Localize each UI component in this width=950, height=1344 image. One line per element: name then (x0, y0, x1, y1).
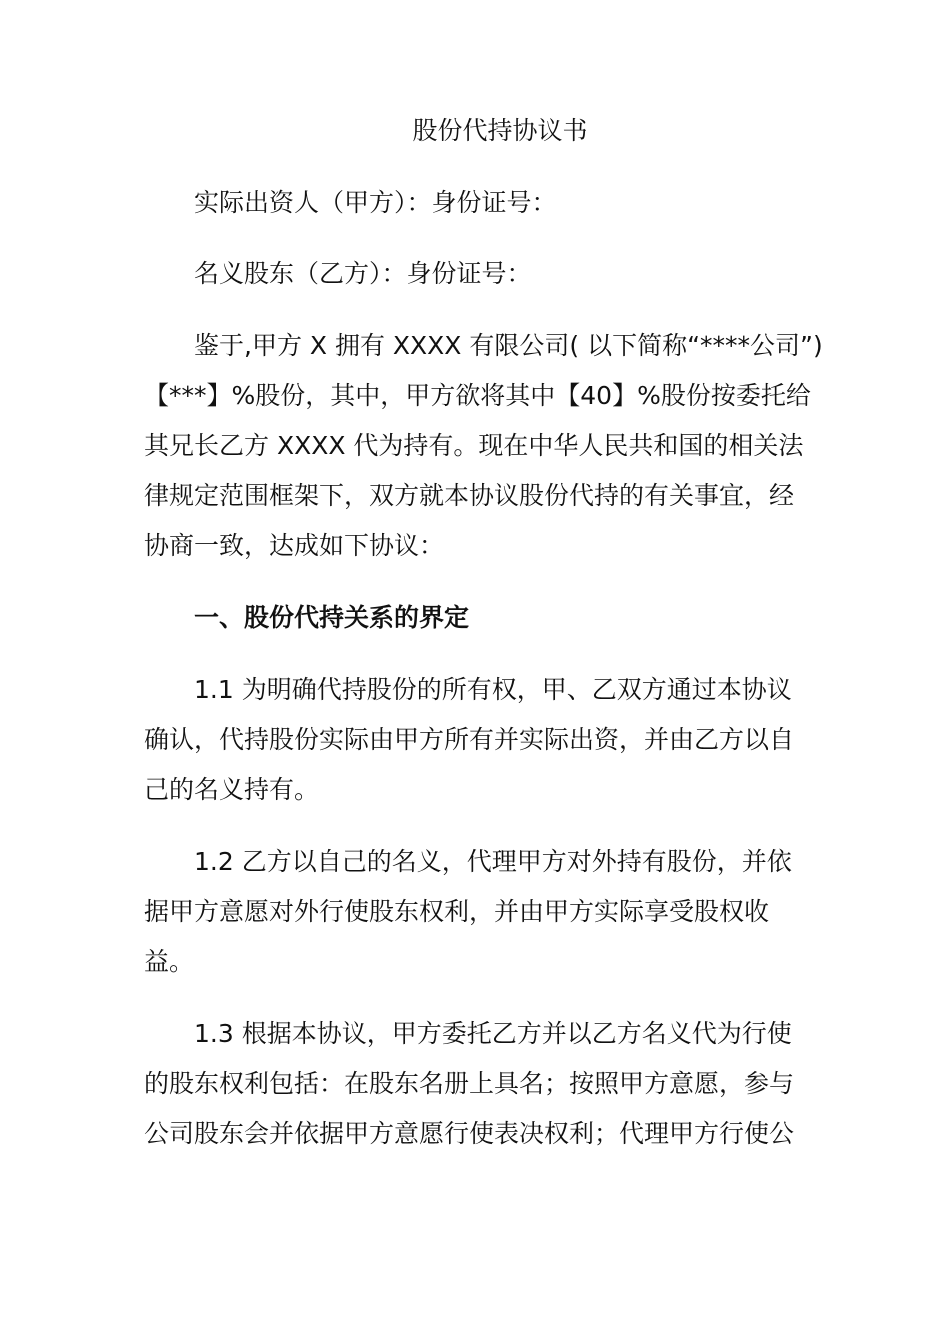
preamble-line-4: 律规定范围框架下，双方就本协议股份代持的有关事宜，经 (144, 481, 795, 510)
document-title: 股份代持协议书 (412, 116, 588, 145)
clause-1-3-line-3: 公司股东会并依据甲方意愿行使表决权利；代理甲方行使公 (144, 1119, 795, 1148)
party-b-line: 名义股东（乙方）：身份证号： (194, 259, 532, 288)
clause-1-3-line-1: 1.3 根据本协议，甲方委托乙方并以乙方名义代为行使 (194, 1019, 792, 1048)
clause-1-2-line-2: 据甲方意愿对外行使股东权利，并由甲方实际享受股权收 (144, 897, 770, 926)
party-a-line: 实际出资人（甲方）：身份证号： (194, 188, 557, 217)
preamble-line-1: 鉴于,甲方 X 拥有 XXXX 有限公司( 以下简称“****公司”) (194, 331, 823, 360)
preamble-line-3: 其兄长乙方 XXXX 代为持有。现在中华人民共和国的相关法 (144, 431, 804, 460)
clause-1-3-line-2: 的股东权利包括：在股东名册上具名；按照甲方意愿，参与 (144, 1069, 795, 1098)
clause-1-1-line-1: 1.1 为明确代持股份的所有权，甲、乙双方通过本协议 (194, 675, 792, 704)
clause-1-1-line-3: 己的名义持有。 (144, 775, 320, 804)
clause-1-1-line-2: 确认，代持股份实际由甲方所有并实际出资，并由乙方以自 (144, 725, 795, 754)
section-1-heading: 一、股份代持关系的界定 (194, 603, 470, 632)
preamble-line-2: 【***】%股份，其中，甲方欲将其中【40】%股份按委托给 (144, 381, 811, 410)
clause-1-2-line-1: 1.2 乙方以自己的名义，代理甲方对外持有股份，并依 (194, 847, 792, 876)
clause-1-2-line-3: 益。 (144, 947, 195, 976)
preamble-line-5: 协商一致，达成如下协议： (144, 531, 445, 560)
